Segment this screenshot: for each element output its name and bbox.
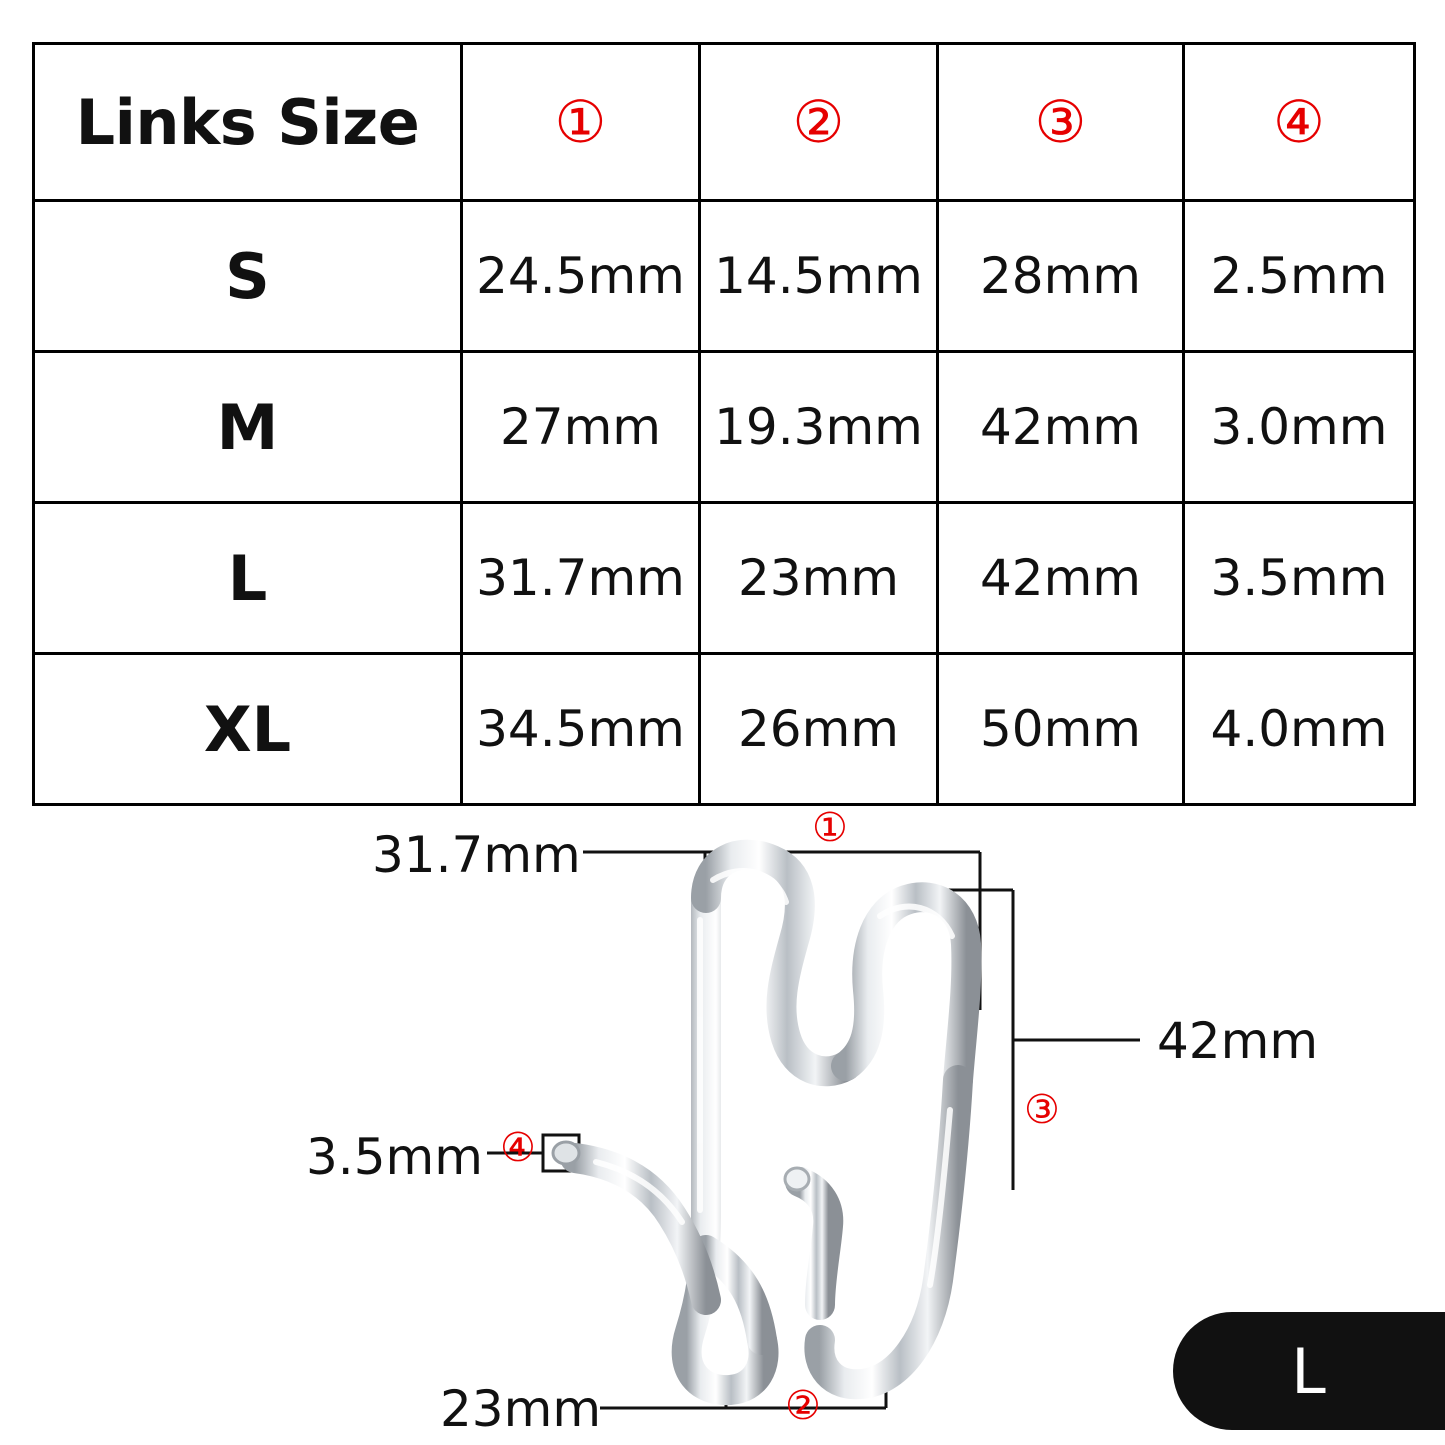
circled-number-3-icon: ③ xyxy=(1024,1087,1060,1133)
table-header-row xyxy=(34,44,1415,201)
column-header-3 xyxy=(938,44,1184,201)
cell-value: 42mm xyxy=(979,398,1142,456)
cell-value: 31.7mm xyxy=(476,549,685,607)
row-label-cell xyxy=(34,201,462,352)
table-row xyxy=(34,352,1415,503)
table-cell xyxy=(1184,201,1415,352)
table-cell xyxy=(462,503,700,654)
cell-value: 23mm xyxy=(737,549,900,607)
cell-value: 42mm xyxy=(979,549,1142,607)
selected-size-label: L xyxy=(1291,1334,1327,1408)
cell-value: 14.5mm xyxy=(714,247,923,305)
circled-number-3-icon: ③ xyxy=(1034,88,1087,156)
table-cell xyxy=(938,201,1184,352)
cell-value: 34.5mm xyxy=(476,700,685,758)
table-cell xyxy=(462,352,700,503)
cell-value: 50mm xyxy=(979,700,1142,758)
cell-value: 2.5mm xyxy=(1210,247,1388,305)
size-label: S xyxy=(225,239,270,313)
table-cell xyxy=(462,201,700,352)
circled-number-2-icon: ② xyxy=(792,88,845,156)
callout-top-value: 31.7mm xyxy=(372,826,581,884)
links-size-table-container xyxy=(32,42,1413,780)
cell-value: 27mm xyxy=(499,398,662,456)
table-cell xyxy=(1184,503,1415,654)
status-badge xyxy=(1173,1312,1445,1430)
column-header-1 xyxy=(462,44,700,201)
cell-value: 3.0mm xyxy=(1210,398,1388,456)
row-label-cell xyxy=(34,352,462,503)
column-header-4 xyxy=(1184,44,1415,201)
circled-number-2-icon: ② xyxy=(785,1383,821,1429)
table-row xyxy=(34,201,1415,352)
links-size-table xyxy=(32,42,1416,806)
table-cell xyxy=(1184,352,1415,503)
cell-value: 19.3mm xyxy=(714,398,923,456)
cell-value: 28mm xyxy=(979,247,1142,305)
table-cell xyxy=(700,201,938,352)
table-cell xyxy=(700,503,938,654)
wire-highlight xyxy=(596,871,952,1285)
column-header-2 xyxy=(700,44,938,201)
table-row xyxy=(34,503,1415,654)
row-label-cell xyxy=(34,503,462,654)
size-label: M xyxy=(216,390,279,464)
callout-bottom-value: 23mm xyxy=(440,1380,602,1438)
cell-value: 3.5mm xyxy=(1210,549,1388,607)
callout-right-value: 42mm xyxy=(1157,1012,1319,1070)
circled-number-4-icon: ④ xyxy=(500,1125,536,1171)
circled-number-1-icon: ① xyxy=(812,805,848,851)
size-label: XL xyxy=(203,692,292,766)
link-wire-outline xyxy=(575,855,966,1390)
cell-value: 4.0mm xyxy=(1210,700,1388,758)
size-label: L xyxy=(227,541,268,615)
table-title-cell xyxy=(34,44,462,201)
circled-number-4-icon: ④ xyxy=(1273,88,1325,156)
cell-value: 24.5mm xyxy=(476,247,685,305)
callout-left-value: 3.5mm xyxy=(306,1128,483,1186)
cell-value: 26mm xyxy=(737,700,900,758)
circled-number-1-icon: ① xyxy=(554,88,607,156)
table-title: Links Size xyxy=(75,85,420,159)
table-cell xyxy=(700,352,938,503)
table-cell xyxy=(938,503,1184,654)
table-cell xyxy=(938,352,1184,503)
